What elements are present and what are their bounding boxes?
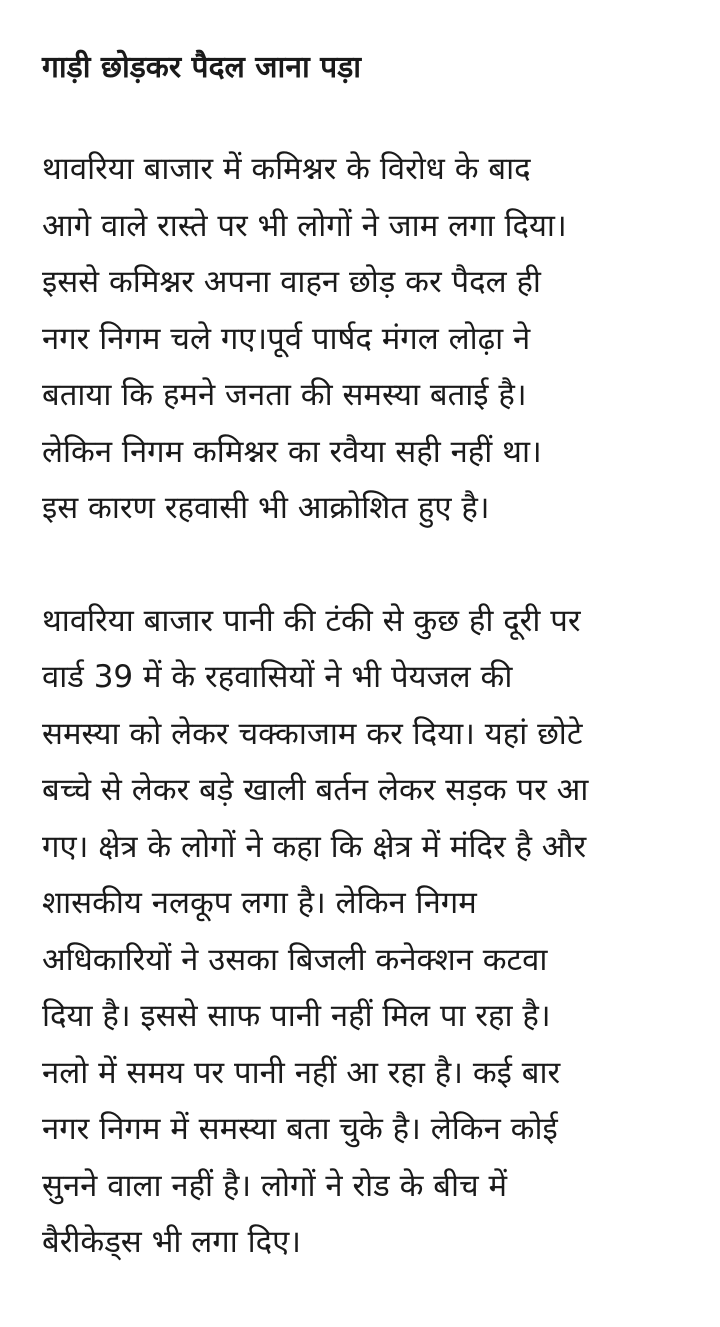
paragraph-line: अधिकारियों ने उसका बिजली कनेक्शन कटवा — [42, 941, 548, 978]
paragraph-line: नगर निगम में समस्या बता चुके है। लेकिन कोई — [42, 1111, 558, 1147]
paragraph-line: बताया कि हमने जनता की समस्या बताई है। — [42, 377, 527, 413]
paragraph-line: बच्चे से लेकर बड़े खाली बर्तन लेकर सड़क पर आ — [42, 772, 589, 808]
paragraph-line: समस्या को लेकर चक्काजाम कर दिया। यहां छोटे — [42, 715, 583, 752]
paragraph-line: नगर निगम चले गए।पूर्व पार्षद मंगल लोढ़ा ने — [42, 320, 531, 357]
paragraph-ward-39-water-protest — [42, 593, 702, 1271]
paragraph-line: नलो में समय पर पानी नहीं आ रहा है। कई बार — [42, 1054, 561, 1091]
paragraph-line: गए। क्षेत्र के लोगों ने कहा कि क्षेत्र में मंदिर है और — [42, 828, 587, 865]
paragraph-line: इस कारण रहवासी भी आक्रोशित हुए है। — [42, 490, 490, 526]
article-headline: गाड़ी छोड़कर पैदल जाना पड़ा — [42, 50, 362, 85]
paragraph-line: इससे कमिश्नर अपना वाहन छोड़ कर पैदल ही — [42, 264, 541, 300]
paragraph-line: दिया है। इससे साफ पानी नहीं मिल पा रहा है। — [42, 998, 551, 1034]
paragraph-line: वार्ड 39 में के रहवासियों ने भी पेयजल की — [42, 659, 513, 695]
article-body — [42, 40, 702, 1327]
paragraph-line: थावरिया बाजार पानी की टंकी से कुछ ही दूरी पर — [42, 602, 581, 639]
paragraph-line: बैरीकेड्स भी लगा दिए। — [42, 1224, 302, 1260]
paragraph-line: सुनने वाला नहीं है। लोगों ने रोड के बीच में — [42, 1167, 508, 1204]
paragraph-line: थावरिया बाजार में कमिश्नर के विरोध के बाद — [42, 151, 531, 187]
paragraph-line: शासकीय नलकूप लगा है। लेकिन निगम — [42, 885, 477, 921]
paragraph-commissioner-protest — [42, 141, 702, 537]
paragraph-line: लेकिन निगम कमिश्नर का रवैया सही नहीं था। — [42, 433, 542, 470]
paragraph-line: आगे वाले रास्ते पर भी लोगों ने जाम लगा दिया। — [42, 207, 567, 244]
